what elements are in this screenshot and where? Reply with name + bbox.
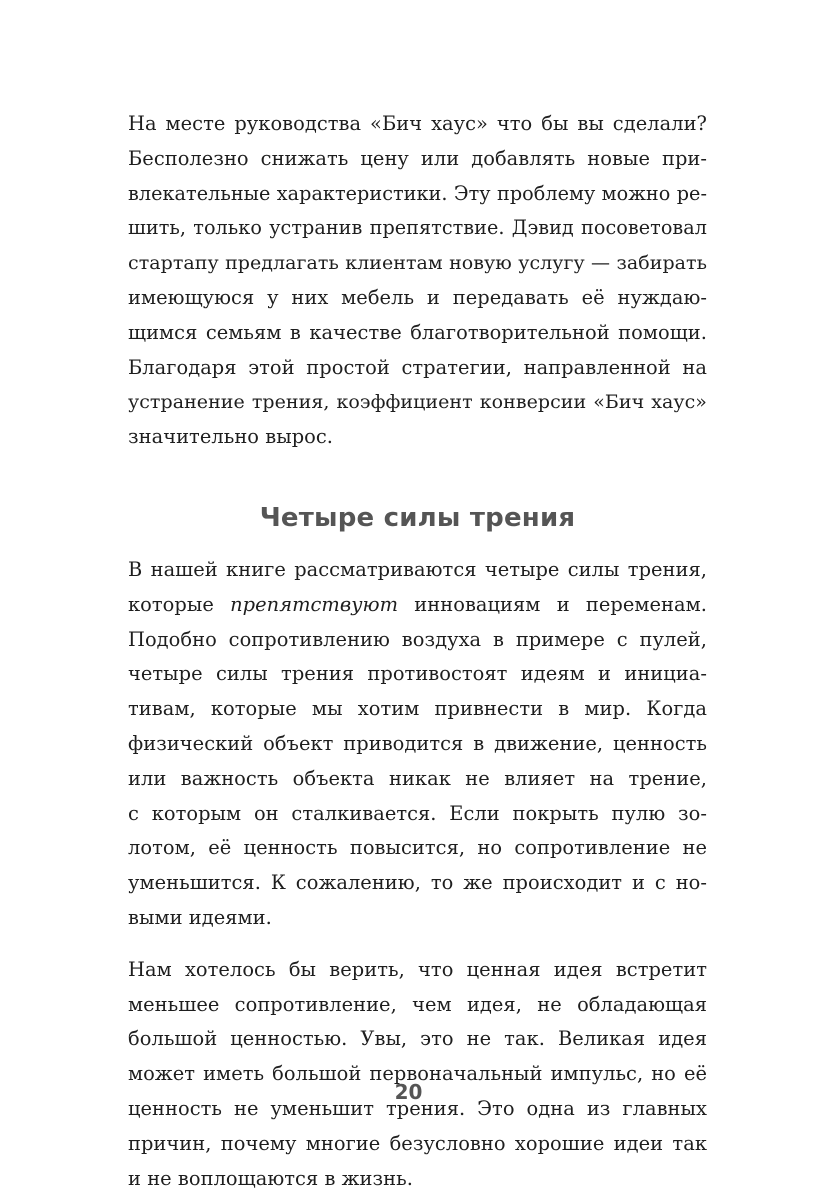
text-line: и не воплощаются в жизнь.: [128, 1166, 413, 1190]
page-number: 20: [394, 1080, 423, 1104]
text-line: щимся семьям в качестве благотворительной помощи.: [128, 320, 707, 344]
text-run: инновациям и переменам.: [398, 592, 707, 616]
text-line: тивам, которые мы хотим привнести в мир. Когда: [128, 697, 707, 721]
text-line: В нашей книге рассматриваются четыре силы трения,: [128, 557, 707, 581]
text-line: уменьшится. К сожалению, то же происходит и с но-: [128, 871, 707, 895]
section-heading: Четыре силы трения: [259, 502, 576, 533]
text-line: стартапу предлагать клиентам новую услугу — забирать: [128, 252, 707, 275]
text-run: которые: [128, 592, 231, 616]
text-line: имеющуюся у них мебель и передавать её нуждаю-: [128, 285, 707, 309]
text-line: может иметь большой первоначальный импульс, но её: [128, 1062, 707, 1086]
text-line: шить, только устранив препятствие. Дэвид посоветовал: [128, 216, 707, 240]
text-line: [128, 588, 707, 623]
paragraph-beach-house: [128, 107, 707, 455]
text-line: Благодаря этой простой стратегии, направленной на: [128, 355, 707, 379]
text-line: ценность не уменьшит трения. Это одна из главных: [128, 1096, 707, 1120]
text-line: выми идеями.: [128, 905, 272, 929]
text-line: значительно вырос.: [128, 425, 334, 449]
text-line: физический объект приводится в движение, ценность: [128, 731, 707, 755]
text-line: или важность объекта никак не влияет на трение,: [128, 766, 707, 790]
text-line: с которым он сталкивается. Если покрыть пулю зо-: [128, 801, 707, 825]
text-line: Бесполезно снижать цену или добавлять новые при-: [128, 146, 707, 170]
text-line: На месте руководства «Бич хаус» что бы вы сделали?: [128, 112, 707, 135]
text-line: меньшее сопротивление, чем идея, не обладающая: [128, 992, 707, 1016]
paragraph-four-forces: [128, 553, 707, 936]
text-line: Нам хотелось бы верить, что ценная идея встретит: [128, 957, 707, 981]
paragraph-valuable-idea: [128, 953, 707, 1197]
text-line: Подобно сопротивлению воздуха в примере с пулей,: [128, 627, 707, 651]
text-line: четыре силы трения противостоят идеям и инициа-: [128, 662, 707, 686]
text-line: лотом, её ценность повысится, но сопротивление не: [128, 836, 707, 860]
text-line: влекательные характеристики. Эту проблему можно ре-: [128, 181, 707, 205]
text-line: причин, почему многие безусловно хорошие идеи так: [128, 1131, 707, 1155]
page-body: [128, 107, 707, 1196]
text-line: устранение трения, коэффициент конверсии «Бич хаус»: [128, 391, 707, 414]
text-line: большой ценностью. Увы, это не так. Великая идея: [128, 1027, 707, 1051]
emphasized-word: препятствуют: [230, 592, 399, 616]
